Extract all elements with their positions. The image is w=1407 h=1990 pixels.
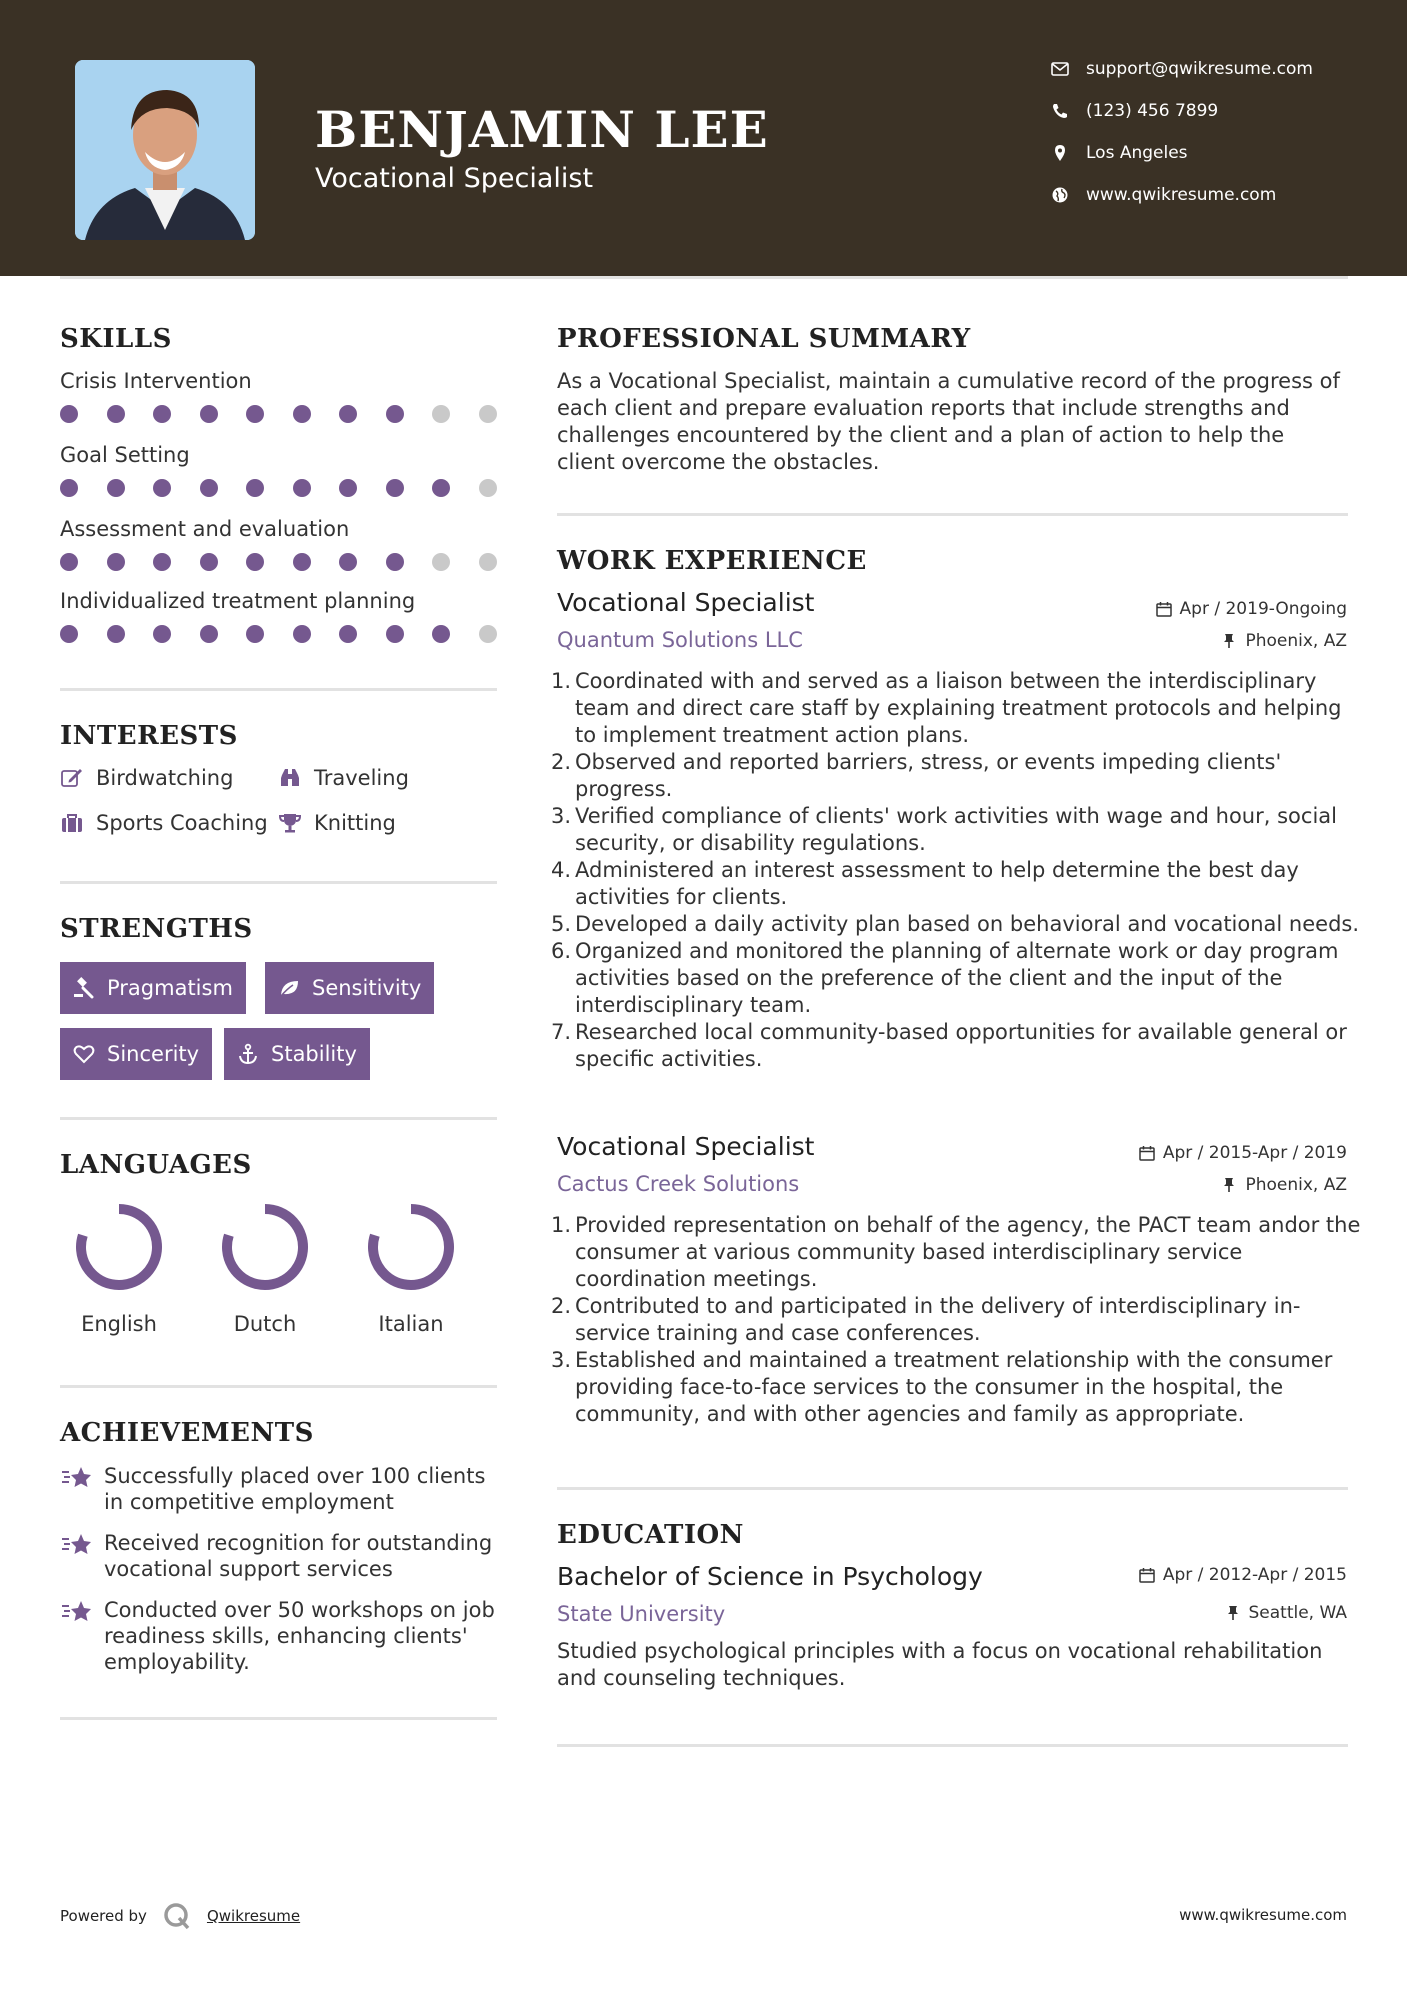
footer-url[interactable]: www.qwikresume.com bbox=[1179, 1906, 1347, 1924]
achievement-item: Successfully placed over 100 clients in competitive employment bbox=[60, 1463, 500, 1515]
skill-dot-empty bbox=[432, 553, 450, 571]
envelope-icon bbox=[1050, 59, 1070, 79]
job-dates: Apr / 2019-Ongoing bbox=[1156, 598, 1347, 620]
skill-dot-empty bbox=[479, 479, 497, 497]
job-bullet: Established and maintained a treatment relationship with the consumer providing face-to-face services to the consumer in the hospital, the community, and with other agencies and family as appropriate. bbox=[575, 1348, 1333, 1426]
interest-item: Birdwatching bbox=[60, 765, 233, 791]
contact-email[interactable] bbox=[1050, 58, 1313, 80]
language-ring-arc bbox=[81, 1209, 157, 1285]
language-item: Dutch bbox=[205, 1200, 325, 1336]
leaf-icon bbox=[278, 977, 300, 999]
section-divider bbox=[557, 513, 1348, 516]
pushpin-icon bbox=[1221, 1177, 1237, 1193]
skill-dot-filled bbox=[107, 553, 125, 571]
language-ring-arc bbox=[373, 1209, 449, 1285]
interests-title: INTERESTS bbox=[60, 721, 238, 751]
skill-label: Individualized treatment planning bbox=[60, 589, 416, 613]
star-achievement-icon bbox=[60, 1597, 94, 1627]
job-role: Vocational Specialist bbox=[557, 588, 815, 617]
job-location: Phoenix, AZ bbox=[1221, 1174, 1347, 1196]
language-proficiency-ring bbox=[364, 1200, 458, 1294]
skill-dot-filled bbox=[339, 625, 357, 643]
summary-text: As a Vocational Specialist, maintain a cumulative record of the progress of each client and prepare evaluation reports that include strengths and challenges encountered by the client and a plan of action to help the client overcome the obstacles. bbox=[557, 369, 1340, 474]
skill-dot-filled bbox=[153, 405, 171, 423]
skill-dot-filled bbox=[246, 405, 264, 423]
anchor-icon bbox=[237, 1043, 259, 1065]
section-divider bbox=[60, 1717, 497, 1720]
skill-dot-filled bbox=[153, 479, 171, 497]
skill-dot-filled bbox=[246, 553, 264, 571]
interest-item: Traveling bbox=[278, 765, 409, 791]
job-bullets bbox=[557, 668, 1365, 1073]
briefcase-icon bbox=[60, 811, 84, 835]
summary-title: PROFESSIONAL SUMMARY bbox=[557, 324, 971, 354]
trophy-icon bbox=[278, 811, 302, 835]
footer-brand-link[interactable]: Qwikresume bbox=[206, 1907, 301, 1925]
skill-dot-filled bbox=[60, 625, 78, 643]
contact-website-text: www.qwikresume.com bbox=[1086, 185, 1277, 205]
skill-rating bbox=[60, 553, 525, 571]
skill-dot-filled bbox=[153, 553, 171, 571]
footer-powered-by: Powered by Qwikresume bbox=[60, 1902, 300, 1930]
skill-dot-filled bbox=[432, 625, 450, 643]
strength-tag: Sincerity bbox=[60, 1028, 212, 1080]
skill-dot-filled bbox=[246, 625, 264, 643]
contact-phone[interactable] bbox=[1050, 100, 1218, 122]
interest-item: Knitting bbox=[278, 810, 396, 836]
skills-title: SKILLS bbox=[60, 324, 172, 354]
job-bullet: Administered an interest assessment to help determine the best day activities for clients. bbox=[575, 858, 1299, 909]
calendar-icon bbox=[1139, 1145, 1155, 1161]
skill-label: Assessment and evaluation bbox=[60, 517, 350, 541]
strengths-title: STRENGTHS bbox=[60, 914, 253, 944]
header-divider bbox=[60, 276, 1348, 279]
skill-dot-filled bbox=[200, 625, 218, 643]
skill-dot-filled bbox=[107, 405, 125, 423]
qwikresume-logo-icon bbox=[163, 1902, 191, 1930]
language-proficiency-ring bbox=[218, 1200, 312, 1294]
education-school: State University bbox=[557, 1602, 726, 1626]
skill-dot-filled bbox=[200, 553, 218, 571]
phone-icon bbox=[1050, 101, 1070, 121]
languages-title: LANGUAGES bbox=[60, 1150, 252, 1180]
pushpin-icon bbox=[1221, 633, 1237, 649]
experience-title: WORK EXPERIENCE bbox=[557, 546, 867, 576]
education-description: Studied psychological principles with a focus on vocational rehabilitation and counseling techniques. bbox=[557, 1639, 1323, 1690]
job-company: Quantum Solutions LLC bbox=[557, 628, 803, 652]
skill-dot-filled bbox=[60, 405, 78, 423]
education-title: EDUCATION bbox=[557, 1520, 744, 1550]
achievements-title: ACHIEVEMENTS bbox=[60, 1418, 314, 1448]
pushpin-icon bbox=[1225, 1605, 1241, 1621]
education-dates: Apr / 2012-Apr / 2015 bbox=[1139, 1564, 1347, 1586]
skill-rating bbox=[60, 625, 525, 643]
profile-photo bbox=[75, 60, 255, 240]
candidate-name: BENJAMIN LEE bbox=[315, 100, 769, 159]
skill-dot-empty bbox=[432, 405, 450, 423]
skill-dot-filled bbox=[107, 479, 125, 497]
language-item: Italian bbox=[351, 1200, 471, 1336]
language-proficiency-ring bbox=[72, 1200, 166, 1294]
strength-tag: Pragmatism bbox=[60, 962, 246, 1014]
job-bullet: Researched local community-based opportunities for available general or specific activities. bbox=[575, 1020, 1347, 1071]
strength-tag: Stability bbox=[224, 1028, 370, 1080]
gavel-icon bbox=[73, 977, 95, 999]
job-bullet: Verified compliance of clients' work activities with wage and hour, social security, or disability regulations. bbox=[575, 804, 1337, 855]
skill-dot-filled bbox=[386, 553, 404, 571]
skill-dot-empty bbox=[479, 405, 497, 423]
achievement-item: Received recognition for outstanding vocational support services bbox=[60, 1530, 500, 1582]
strength-tag: Sensitivity bbox=[265, 962, 434, 1014]
candidate-title: Vocational Specialist bbox=[315, 163, 594, 194]
globe-icon bbox=[1050, 185, 1070, 205]
skill-dot-filled bbox=[293, 405, 311, 423]
education-location: Seattle, WA bbox=[1225, 1602, 1348, 1624]
job-bullet: Observed and reported barriers, stress, or events impeding clients' progress. bbox=[575, 750, 1282, 801]
language-item: English bbox=[59, 1200, 179, 1336]
section-divider bbox=[60, 1385, 497, 1388]
section-divider bbox=[557, 1744, 1348, 1747]
skill-label: Goal Setting bbox=[60, 443, 190, 467]
skill-dot-filled bbox=[339, 405, 357, 423]
language-ring-arc bbox=[227, 1209, 303, 1285]
skill-dot-filled bbox=[293, 625, 311, 643]
skill-dot-filled bbox=[153, 625, 171, 643]
skill-dot-empty bbox=[479, 625, 497, 643]
skill-label: Crisis Intervention bbox=[60, 369, 252, 393]
skill-dot-filled bbox=[386, 625, 404, 643]
job-location: Phoenix, AZ bbox=[1221, 630, 1347, 652]
job-bullet: Coordinated with and served as a liaison between the interdisciplinary team and direct care staff by explaining treatment protocols and helping to implement treatment action plans. bbox=[575, 669, 1342, 747]
job-company: Cactus Creek Solutions bbox=[557, 1172, 800, 1196]
section-divider bbox=[60, 688, 497, 691]
contact-email-text: support@qwikresume.com bbox=[1086, 59, 1313, 79]
skill-dot-filled bbox=[386, 405, 404, 423]
heart-icon bbox=[73, 1043, 95, 1065]
job-bullet: Provided representation on behalf of the agency, the PACT team andor the consumer at various community based interdisciplinary service coordination meetings. bbox=[575, 1213, 1361, 1291]
calendar-icon bbox=[1156, 601, 1172, 617]
star-achievement-icon bbox=[60, 1463, 94, 1493]
skill-dot-filled bbox=[246, 479, 264, 497]
calendar-icon bbox=[1139, 1567, 1155, 1583]
skill-dot-filled bbox=[107, 625, 125, 643]
skill-dot-empty bbox=[479, 553, 497, 571]
section-divider bbox=[60, 1117, 497, 1120]
contact-location-text: Los Angeles bbox=[1086, 143, 1188, 163]
job-bullet: Developed a daily activity plan based on behavioral and vocational needs. bbox=[575, 912, 1360, 936]
skill-dot-filled bbox=[339, 553, 357, 571]
skill-dot-filled bbox=[200, 405, 218, 423]
job-bullet: Contributed to and participated in the delivery of interdisciplinary in-service training and case conferences. bbox=[575, 1294, 1301, 1345]
skill-dot-filled bbox=[293, 553, 311, 571]
skill-dot-filled bbox=[432, 479, 450, 497]
skill-rating bbox=[60, 479, 525, 497]
job-dates: Apr / 2015-Apr / 2019 bbox=[1139, 1142, 1347, 1164]
skill-dot-filled bbox=[200, 479, 218, 497]
education-degree: Bachelor of Science in Psychology bbox=[557, 1562, 983, 1591]
interest-item: Sports Coaching bbox=[60, 810, 268, 836]
skill-dot-filled bbox=[60, 553, 78, 571]
skill-rating bbox=[60, 405, 525, 423]
binoculars-icon bbox=[278, 766, 302, 790]
skill-dot-filled bbox=[60, 479, 78, 497]
section-divider bbox=[60, 881, 497, 884]
skill-dot-filled bbox=[339, 479, 357, 497]
contact-phone-text: (123) 456 7899 bbox=[1086, 101, 1219, 121]
star-achievement-icon bbox=[60, 1530, 94, 1560]
section-divider bbox=[557, 1487, 1348, 1490]
contact-website[interactable] bbox=[1050, 184, 1276, 206]
job-bullets bbox=[557, 1212, 1365, 1428]
skill-dot-filled bbox=[293, 479, 311, 497]
job-role: Vocational Specialist bbox=[557, 1132, 815, 1161]
job-bullet: Organized and monitored the planning of alternate work or day program activities based on the preference of the client and the input of the interdisciplinary team. bbox=[575, 939, 1339, 1017]
contact-location bbox=[1050, 142, 1188, 164]
map-marker-icon bbox=[1050, 143, 1070, 163]
achievement-item: Conducted over 50 workshops on job readiness skills, enhancing clients' employability. bbox=[60, 1597, 500, 1675]
skill-dot-filled bbox=[386, 479, 404, 497]
edit-icon bbox=[60, 766, 84, 790]
